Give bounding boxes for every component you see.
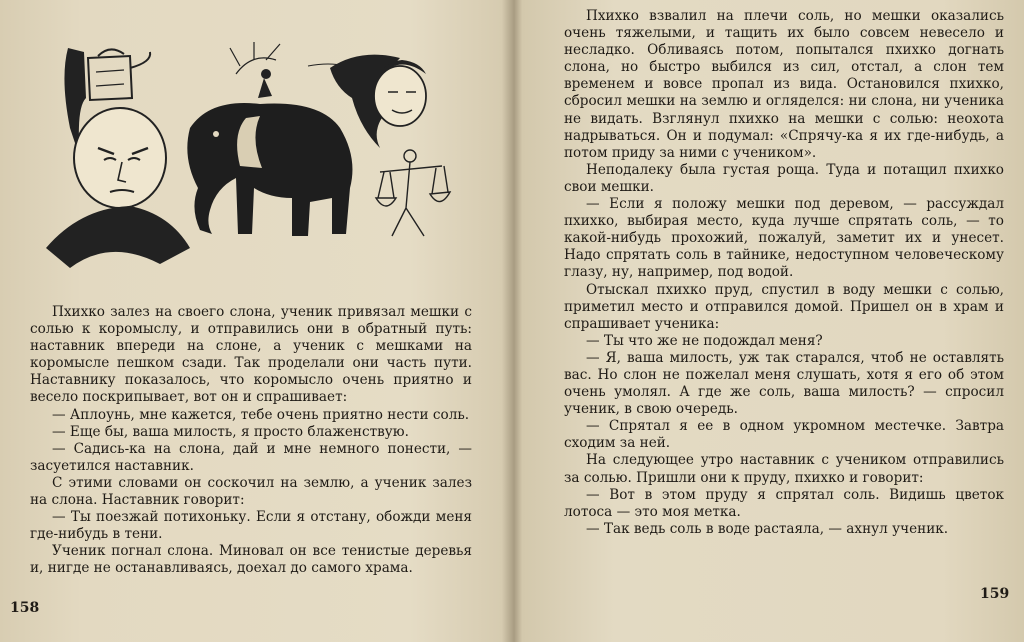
paragraph: Пхихко взвалил на плечи соль, но мешки оказались очень тяжелыми, и тащить их было совсем невесело и несладко. Обливаясь потом, попытался пхихко догнать слона, но быстро выбился из сил, отстал, а слон тем временем и вовсе пропал из вида. Остановился пхихко, сбросил мешки на землю и огляделся: ни слона, ни ученика не видать. Взглянул пхихко на мешки с солью: неохота надрываться. Он и подумал: «Спрячу-ка я их где-нибудь, а потом приду за ними с учеником».: [564, 8, 1004, 161]
paragraph: Ученик погнал слона. Миновал он все тенистые деревья и, нигде не останавливаясь, доехал до самого храма.: [30, 543, 472, 577]
paragraph: — Спрятал я ее в одном укромном местечке. Завтра сходим за ней.: [564, 418, 1004, 452]
illustration-monk-elephant-woman: [40, 38, 480, 268]
paragraph: — Садись-ка на слона, дай и мне немного понести, — засуетился наставник.: [30, 440, 472, 474]
paragraph: С этими словами он соскочил на землю, а ученик залез на слона. Наставник говорит:: [30, 474, 472, 509]
paragraph: — Я, ваша милость, уж так старался, чтоб не оставлять вас. Но слон не пожелал меня слушать, хотя я его об этом очень умолял. А где же соль, ваша милость? — спросил ученик, в свою очередь.: [564, 349, 1004, 418]
paragraph: — Так ведь соль в воде растаяла, — ахнул ученик.: [586, 520, 949, 537]
paragraph: — Еще бы, ваша милость, я просто блаженствую.: [52, 423, 409, 440]
paragraph: Неподалеку была густая роща. Туда и потащил пхихко свои мешки.: [564, 161, 1004, 195]
right-page-text: [564, 8, 1004, 538]
page-number-left: 158: [10, 600, 40, 616]
page-number-right: 159: [980, 586, 1010, 602]
paragraph: — Аплоунь, мне кажется, тебе очень приятно нести соль.: [52, 406, 470, 423]
left-page-text: [30, 304, 472, 578]
woman-with-yoke-drawing: [376, 150, 450, 236]
paragraph: Пхихко залез на своего слона, ученик привязал мешки с солью к коромыслу, и отправились они в обратный путь: наставник впереди на слоне, а ученик с мешками на коромысле пешком сзади. Так проделали они часть пути. Наставнику показалось, что коромысло очень приятно и весело поскрипывает, вот он и спрашивает:: [30, 304, 472, 406]
monk-head-drawing: [46, 108, 190, 268]
right-page: [512, 0, 1024, 642]
paragraph: — Если я положу мешки под деревом, — рассуждал пхихко, выбирая место, куда лучше спрятать соль, — то какой-нибудь прохожий, пожалуй, заметит их и унесет. Надо спрятать соль в тайнике, недоступном человеческому глазу, ну, например, под водой.: [564, 196, 1004, 281]
paragraph: — Вот в этом пруду я спрятал соль. Видишь цветок лотоса — это моя метка.: [564, 486, 1004, 520]
paragraph: — Ты поезжай потихоньку. Если я отстану, обожди меня где-нибудь в тени.: [30, 509, 472, 543]
paragraph: — Ты что же не подождал меня?: [586, 332, 823, 349]
kettle-drawing: [88, 49, 150, 100]
paragraph: На следующее утро наставник с учеником отправились за солью. Пришли они к пруду, пхихко и говорит:: [564, 452, 1004, 486]
paragraph: Отыскал пхихко пруд, спустил в воду мешки с солью, приметил место и отправился домой. Пришел он в храм и спрашивает ученика:: [564, 281, 1004, 332]
